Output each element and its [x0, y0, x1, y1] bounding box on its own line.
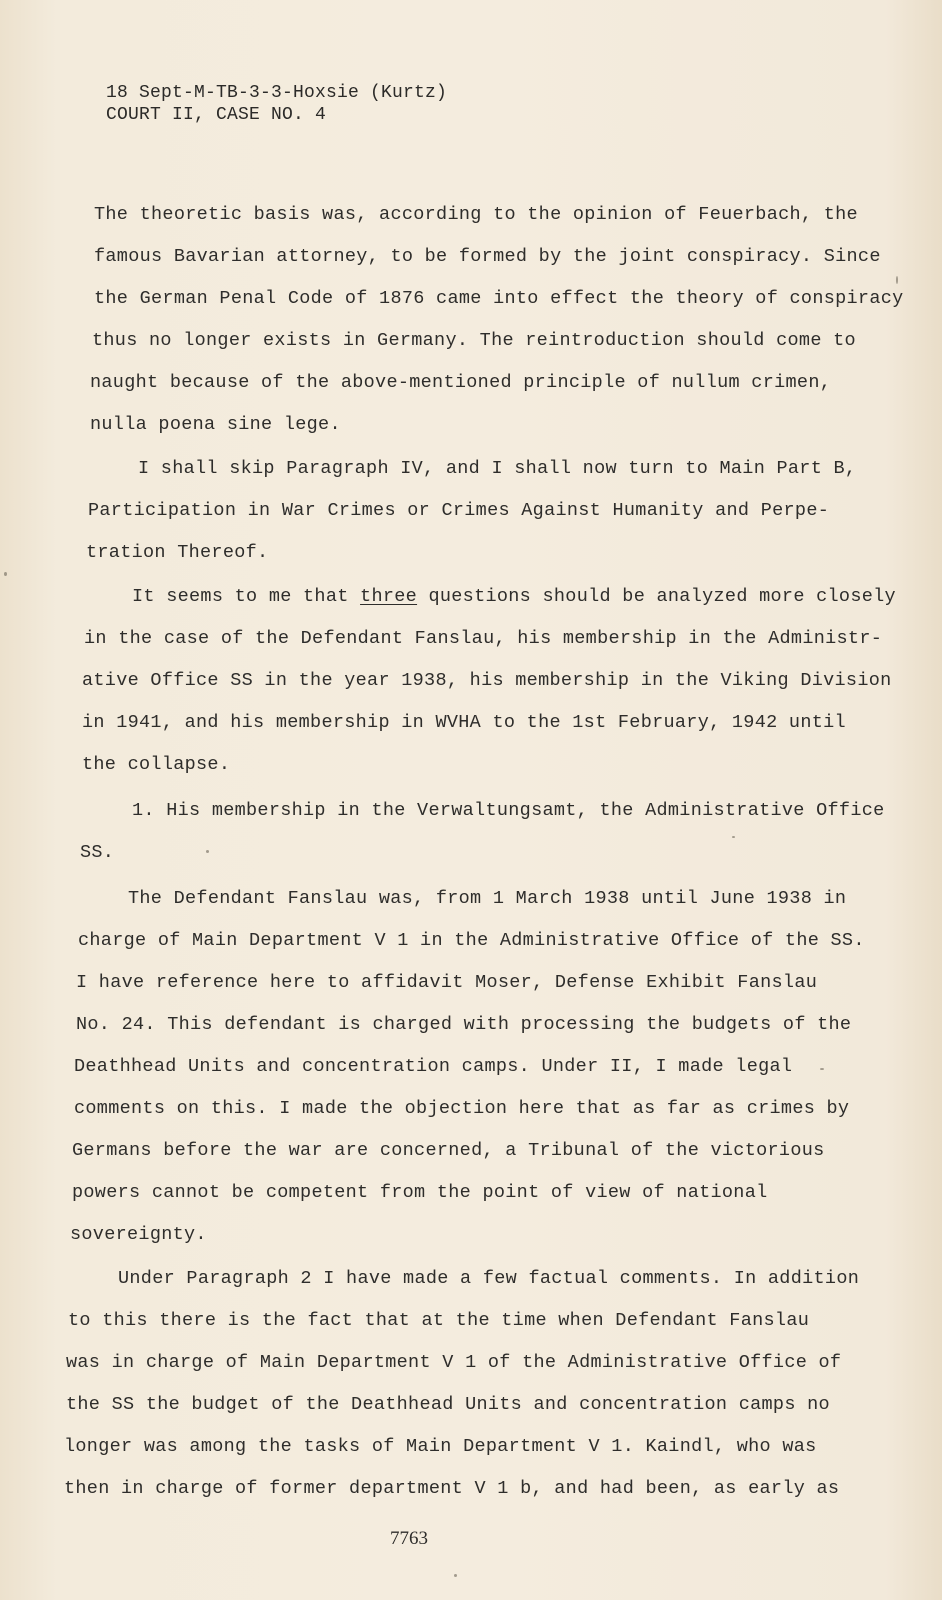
body-line-10-start: It seems to me that	[132, 586, 361, 607]
body-line-20: No. 24. This defendant is charged with processing the budgets of the	[76, 1014, 852, 1035]
body-line-11: in the case of the Defendant Fanslau, his membership in the Administr-	[84, 628, 883, 649]
body-line-18: charge of Main Department V 1 in the Administrative Office of the SS.	[78, 930, 865, 951]
body-line-15: 1. His membership in the Verwaltungsamt, the Administrative Office	[132, 800, 885, 821]
body-line-16: SS.	[80, 842, 115, 863]
page-number: 7763	[390, 1528, 428, 1549]
body-line-12: ative Office SS in the year 1938, his membership in the Viking Division	[82, 670, 892, 691]
body-line-9: tration Thereof.	[86, 542, 269, 563]
paper-speck	[732, 836, 735, 838]
body-line-14: the collapse.	[82, 754, 231, 775]
underlined-word-three: three	[360, 586, 418, 607]
body-line-5: naught because of the above-mentioned principle of nullum crimen,	[90, 372, 832, 393]
body-line-27: to this there is the fact that at the time when Defendant Fanslau	[68, 1310, 810, 1331]
body-line-2: famous Bavarian attorney, to be formed by the joint conspiracy. Since	[94, 246, 881, 267]
body-line-3: the German Penal Code of 1876 came into effect the theory of conspiracy	[94, 288, 904, 309]
body-line-23: Germans before the war are concerned, a Tribunal of the victorious	[72, 1140, 825, 1161]
header-line-2: COURT II, CASE NO. 4	[106, 105, 327, 125]
body-line-13: in 1941, and his membership in WVHA to the 1st February, 1942 until	[82, 712, 846, 733]
body-line-7: I shall skip Paragraph IV, and I shall now turn to Main Part B,	[138, 458, 857, 479]
paper-speck	[454, 1574, 457, 1577]
paper-speck	[206, 850, 209, 853]
body-line-6: nulla poena sine lege.	[90, 414, 341, 435]
body-line-17: The Defendant Fanslau was, from 1 March 1938 until June 1938 in	[128, 888, 847, 909]
body-line-8: Participation in War Crimes or Crimes Against Humanity and Perpe-	[88, 500, 830, 521]
paper-speck	[896, 276, 898, 284]
header-line-1: 18 Sept-M-TB-3-3-Hoxsie (Kurtz)	[106, 83, 448, 103]
body-line-24: powers cannot be competent from the point of view of national	[72, 1182, 768, 1203]
body-line-10-end: questions should be analyzed more closely	[417, 586, 896, 607]
body-line-30: longer was among the tasks of Main Department V 1. Kaindl, who was	[64, 1436, 817, 1457]
body-line-4: thus no longer exists in Germany. The reintroduction should come to	[92, 330, 856, 351]
body-line-19: I have reference here to affidavit Moser, Defense Exhibit Fanslau	[76, 972, 818, 993]
body-line-29: the SS the budget of the Deathhead Units and concentration camps no	[66, 1394, 830, 1415]
paper-speck	[820, 1068, 824, 1070]
body-line-26: Under Paragraph 2 I have made a few factual comments. In addition	[118, 1268, 860, 1289]
body-line-31: then in charge of former department V 1 b, and had been, as early as	[64, 1478, 840, 1499]
body-line-28: was in charge of Main Department V 1 of the Administrative Office of	[66, 1352, 842, 1373]
body-line-1: The theoretic basis was, according to the opinion of Feuerbach, the	[94, 204, 858, 225]
body-line-10	[132, 586, 896, 607]
paper-speck	[4, 572, 7, 576]
body-line-22: comments on this. I made the objection here that as far as crimes by	[74, 1098, 850, 1119]
document-header	[106, 82, 447, 126]
body-line-25: sovereignty.	[70, 1224, 207, 1245]
body-line-21: Deathhead Units and concentration camps. Under II, I made legal	[74, 1056, 793, 1077]
